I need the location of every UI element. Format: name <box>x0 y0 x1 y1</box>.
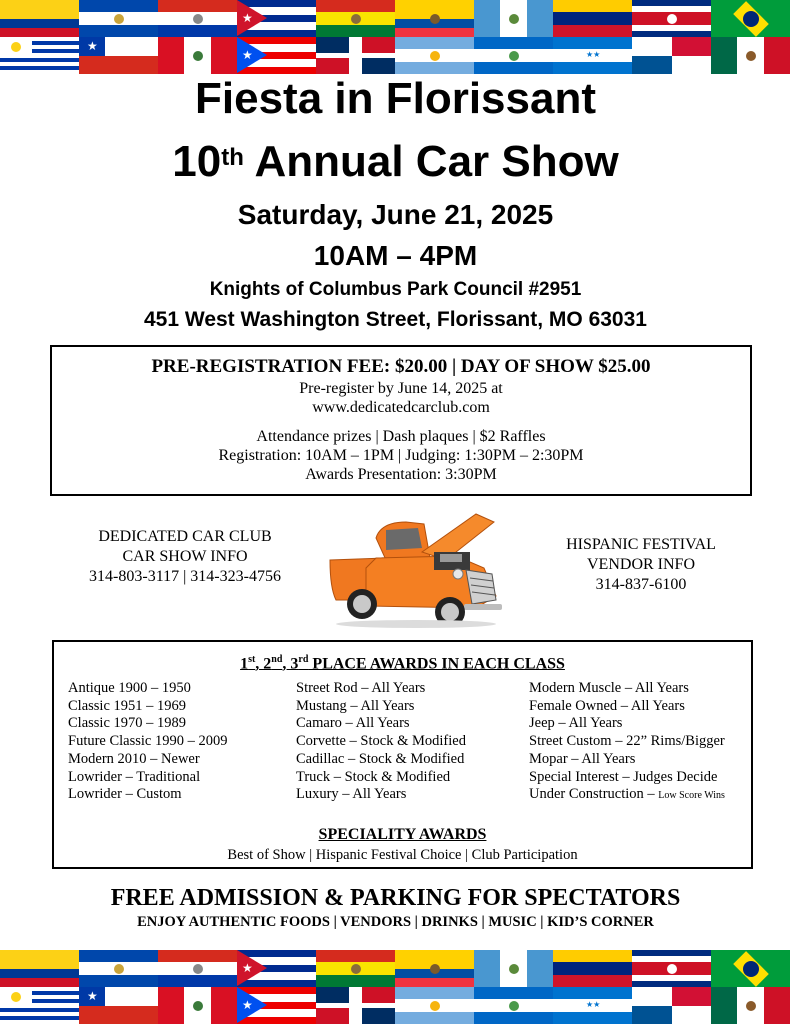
fee-line: PRE-REGISTRATION FEE: $20.00 | DAY OF SHOW $25.00 <box>151 356 651 377</box>
website-text: www.dedicatedcarclub.com <box>312 399 490 416</box>
awards-time-line: Awards Presentation: 3:30PM <box>305 466 497 483</box>
award-class-column-2 <box>296 680 466 804</box>
award-class: Cadillac – Stock & Modified <box>296 750 465 767</box>
event-subtitle: 10th Annual Car Show <box>172 137 619 186</box>
prereg-line: Pre-register by June 14, 2025 at <box>299 380 503 397</box>
award-class: Female Owned – All Years <box>529 697 685 714</box>
award-class: Modern Muscle – All Years <box>529 680 689 696</box>
club-info-line1: DEDICATED CAR CLUB <box>98 528 272 545</box>
event-date: Saturday, June 21, 2025 <box>237 199 554 230</box>
award-class: Lowrider – Custom <box>68 786 182 803</box>
flag-band-top: ★ ★ ★ ★★ <box>0 0 791 74</box>
award-class: Mustang – All Years <box>296 697 415 714</box>
club-contact-info <box>60 527 310 587</box>
registration-box <box>50 345 752 496</box>
event-venue: Knights of Columbus Park Council #2951 <box>209 279 582 300</box>
orange-pickup-truck-image <box>326 508 506 630</box>
awards-box <box>52 640 753 869</box>
award-class: Future Classic 1990 – 2009 <box>68 733 228 750</box>
award-class: Street Custom – 22” Rims/Bigger <box>529 733 725 750</box>
free-admission-banner: FREE ADMISSION & PARKING FOR SPECTATORS <box>110 885 681 911</box>
speciality-awards-list: Best of Show | Hispanic Festival Choice | Club Participation <box>227 847 578 863</box>
festival-info-line1: HISPANIC FESTIVAL <box>566 536 716 553</box>
award-class-column-3 <box>529 680 725 805</box>
event-time: 10AM – 4PM <box>313 240 478 271</box>
award-class: Classic 1970 – 1989 <box>68 715 187 732</box>
extras-line: Attendance prizes | Dash plaques | $2 Raffles <box>256 428 546 445</box>
award-class-column-1 <box>68 680 228 804</box>
award-class: Classic 1951 – 1969 <box>68 697 187 714</box>
club-info-line2: CAR SHOW INFO <box>122 548 248 565</box>
event-title: Fiesta in Florissant <box>195 74 596 123</box>
awards-title: 1st, 2nd, 3rd PLACE AWARDS IN EACH CLASS <box>240 654 565 673</box>
festival-info-phone: 314-837-6100 <box>595 576 687 593</box>
award-class: Mopar – All Years <box>529 750 636 767</box>
award-class: Special Interest – Judges Decide <box>529 768 718 785</box>
attractions-line: ENJOY AUTHENTIC FOODS | VENDORS | DRINKS | MUSIC | KID’S CORNER <box>137 914 654 930</box>
award-class: Jeep – All Years <box>529 715 623 732</box>
award-class: Luxury – All Years <box>296 786 407 803</box>
club-info-phones: 314-803-3117 | 314-323-4756 <box>89 568 281 585</box>
schedule-line: Registration: 10AM – 1PM | Judging: 1:30PM – 2:30PM <box>218 447 584 464</box>
award-class: Corvette – Stock & Modified <box>296 733 466 750</box>
award-class: Under Construction – Low Score Wins <box>529 786 725 803</box>
festival-contact-info <box>535 535 747 595</box>
speciality-awards-title: SPECIALITY AWARDS <box>318 826 487 843</box>
festival-info-line2: VENDOR INFO <box>587 556 695 573</box>
award-class-note: Low Score Wins <box>658 790 725 802</box>
event-address: 451 West Washington Street, Florissant, MO 63031 <box>144 308 647 331</box>
award-class: Antique 1900 – 1950 <box>68 680 191 696</box>
award-class: Street Rod – All Years <box>296 680 426 696</box>
award-class: Truck – Stock & Modified <box>296 768 451 785</box>
award-class: Camaro – All Years <box>296 715 410 732</box>
award-class: Lowrider – Traditional <box>68 768 201 785</box>
flag-band-bottom: ★ ★ ★ ★★ <box>0 950 791 1024</box>
award-class: Modern 2010 – Newer <box>68 750 200 767</box>
